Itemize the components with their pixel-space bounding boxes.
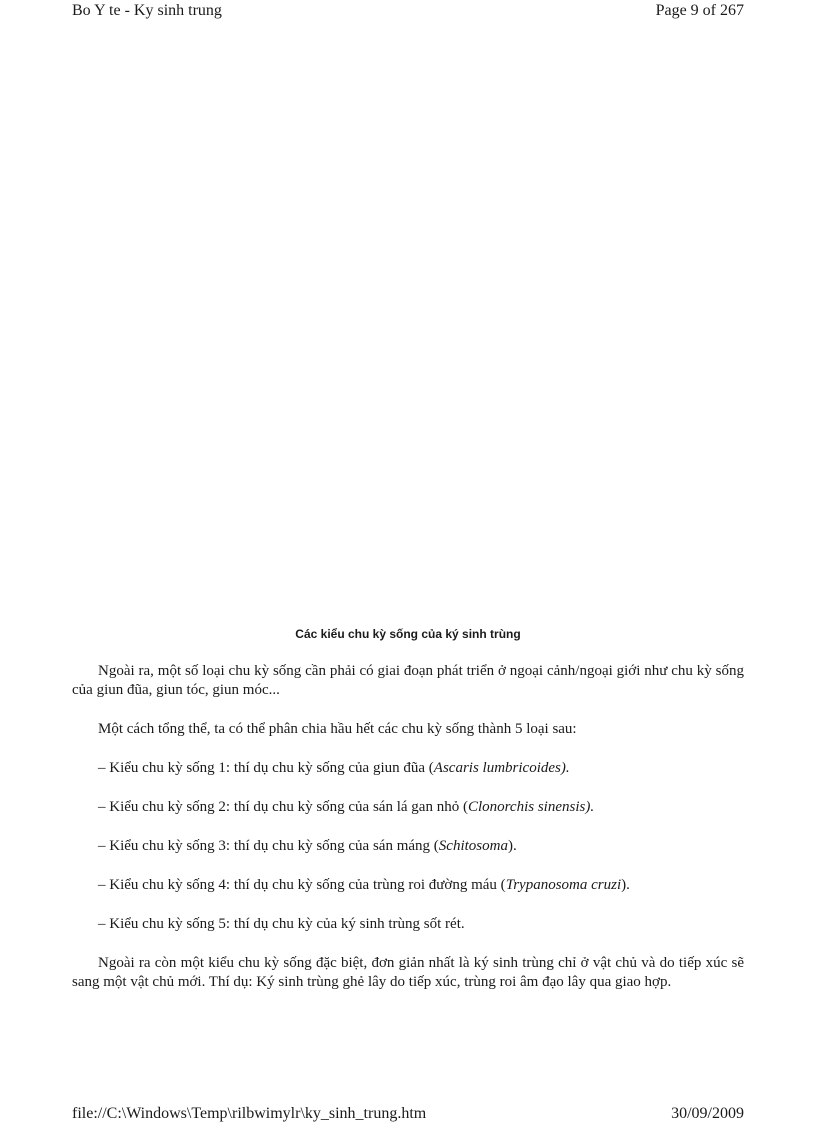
- list-item: [72, 837, 744, 856]
- list-item-text: – Kiểu chu kỳ sống 4: thí dụ chu kỳ sống của trùng roi đường máu (: [98, 877, 506, 893]
- page-number: Page 9 of 267: [655, 2, 744, 19]
- species-name: Schitosoma: [438, 838, 508, 854]
- list-item-suffix: ).: [507, 838, 517, 854]
- list-item-text: – Kiểu chu kỳ sống 2: thí dụ chu kỳ sống của sán lá gan nhỏ (: [98, 799, 468, 815]
- list-item: [72, 798, 744, 817]
- list-item-text: – Kiểu chu kỳ sống 3: thí dụ chu kỳ sống của sán máng (: [98, 838, 439, 854]
- list-item: [72, 915, 744, 934]
- body-text: [72, 662, 744, 1012]
- list-item-text: – Kiểu chu kỳ sống 5: thí dụ chu kỳ của ký sinh trùng sốt rét.: [98, 916, 465, 932]
- paragraph-intro: Ngoài ra, một số loại chu kỳ sống cần phải có giai đoạn phát triển ở ngoại cảnh/ngoại giới như chu kỳ sống của giun đũa, giun tóc, giun móc...: [72, 663, 744, 698]
- paragraph-special-case: Ngoài ra còn một kiểu chu kỳ sống đặc biệt, đơn giản nhất là ký sinh trùng chỉ ở vật chủ và do tiếp xúc sẽ sang một vật chủ mới. Thí dụ: Ký sinh trùng ghẻ lây do tiếp xúc, trùng roi âm đạo lây qua giao hợp.: [72, 955, 744, 990]
- paragraph-classification: Một cách tổng thể, ta có thể phân chia hầu hết các chu kỳ sống thành 5 loại sau:: [98, 721, 577, 737]
- list-item-suffix: ).: [621, 877, 630, 893]
- species-name: Trypanosoma cruzi: [505, 877, 622, 893]
- figure-caption: Các kiểu chu kỳ sống của ký sinh trùng: [295, 627, 521, 641]
- list-item: [72, 876, 744, 895]
- species-name: Clonorchis sinensis).: [467, 799, 595, 815]
- print-date: 30/09/2009: [671, 1105, 744, 1122]
- file-path: file://C:\Windows\Temp\rilbwimylr\ky_sinh_trung.htm: [72, 1105, 427, 1122]
- species-name: Ascaris lumbricoides).: [433, 760, 570, 776]
- list-item: [72, 759, 744, 778]
- header-title: Bo Y te - Ky sinh trung: [72, 2, 222, 19]
- list-item-text: – Kiểu chu kỳ sống 1: thí dụ chu kỳ sống của giun đũa (: [98, 760, 434, 776]
